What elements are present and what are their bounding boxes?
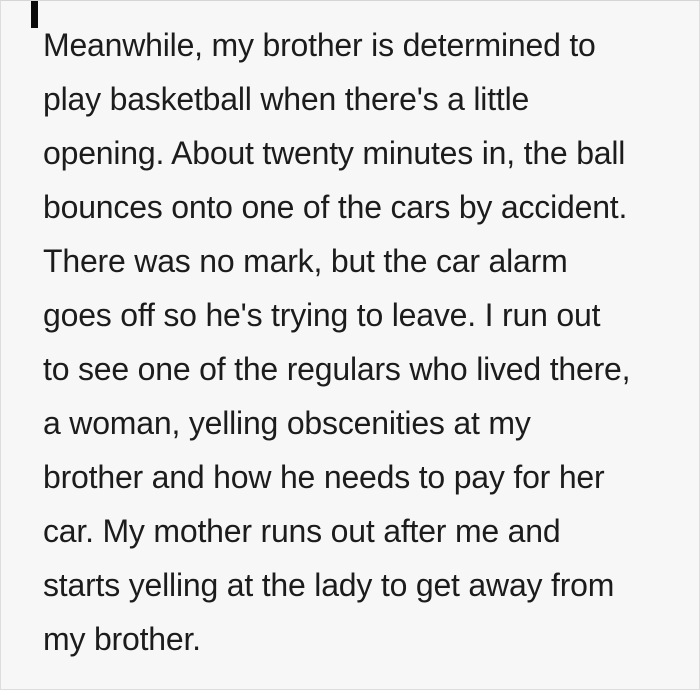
- quote-line: starts yelling at the lady to get away from: [43, 567, 615, 603]
- quote-line: to see one of the regulars who lived there,: [43, 351, 631, 387]
- quote-line: my brother.: [43, 621, 201, 657]
- quote-line: opening. About twenty minutes in, the ball: [43, 135, 626, 171]
- quote-line: goes off so he's trying to leave. I run out: [43, 297, 601, 333]
- quote-line: a woman, yelling obscenities at my: [43, 405, 531, 441]
- quote-line: Meanwhile, my brother is determined to: [43, 27, 596, 63]
- quote-line: brother and how he needs to pay for her: [43, 459, 605, 495]
- quote-line: bounces onto one of the cars by accident.: [43, 189, 628, 225]
- quote-text: [1, 1, 699, 666]
- quote-line: There was no mark, but the car alarm: [43, 243, 568, 279]
- quote-line: car. My mother runs out after me and: [43, 513, 561, 549]
- quote-line: play basketball when there's a little: [43, 81, 530, 117]
